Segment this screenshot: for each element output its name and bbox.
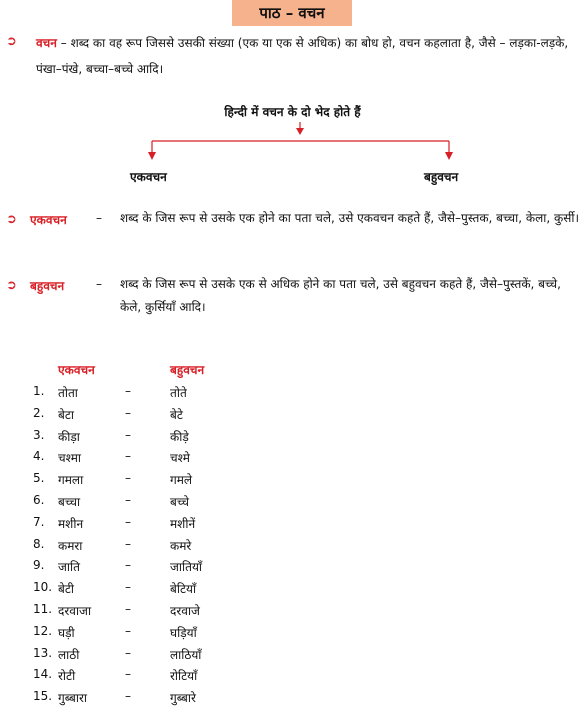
row-number: 11.: [33, 602, 53, 616]
row-number: 2.: [33, 405, 45, 420]
row-number: 7.: [33, 514, 45, 529]
definition-text-singular: शब्द के जिस रूप से उसके एक होने का पता चले, उसे एकवचन कहते हैं, जैसे–पुस्तक, बच्चा, केला, कुर्सी।: [120, 211, 579, 225]
row-dash: –: [125, 405, 131, 420]
column-header-plural: बहुवचन: [170, 363, 205, 377]
definition-term-singular: एकवचन: [30, 213, 67, 227]
plural-word: मशीनें: [170, 516, 196, 531]
plural-word: कमरे: [170, 538, 192, 553]
singular-word: चश्मा: [58, 451, 82, 466]
definition-text-plural: शब्द के जिस रूप से उसके एक से अधिक होने का पता चले, उसे बहुवचन कहते हैं, जैसे–पुस्तकें, बच्चे, केले, कुर्सियाँ आदि।: [120, 277, 561, 314]
intro-term: वचन: [36, 36, 57, 50]
row-dash: –: [125, 471, 131, 486]
singular-word: बेटी: [58, 582, 75, 597]
plural-word: गुब्बारे: [170, 691, 196, 706]
row-dash: –: [125, 384, 131, 398]
table-row: [0, 515, 585, 536]
curved-arrow-icon: ➲: [6, 212, 17, 227]
plural-word: कीड़े: [170, 429, 189, 444]
singular-word: लाठी: [58, 647, 80, 662]
plural-word: गमले: [170, 473, 193, 488]
row-dash: –: [125, 580, 131, 595]
table-row: [0, 537, 585, 558]
row-number: 13.: [33, 645, 53, 660]
page-title: पाठ – वचन: [232, 0, 352, 26]
row-number: 9.: [33, 558, 45, 573]
row-number: 10.: [33, 580, 53, 595]
plural-word: बेटे: [170, 407, 183, 422]
table-row: [0, 384, 585, 405]
singular-word: बच्चा: [58, 495, 81, 509]
plural-word: जातियाँ: [170, 560, 203, 575]
plural-word: तोते: [170, 386, 187, 400]
singular-word: रोटी: [58, 669, 76, 684]
table-row: [0, 667, 585, 688]
row-number: 8.: [33, 536, 45, 551]
row-dash: –: [125, 493, 131, 507]
row-dash: –: [125, 449, 131, 464]
row-number: 12.: [33, 623, 53, 638]
singular-word: जाति: [58, 560, 80, 575]
plural-word: लाठियाँ: [170, 647, 202, 662]
diagram-heading: हिन्दी में वचन के दो भेद होते हैं: [224, 105, 361, 119]
row-number: 3.: [33, 427, 45, 442]
singular-word: तोता: [58, 386, 78, 400]
singular-word: कमरा: [58, 538, 83, 553]
table-row: [0, 624, 585, 645]
row-number: 1.: [33, 384, 45, 398]
definition-dash: –: [96, 211, 102, 225]
definition-term-plural: बहुवचन: [30, 279, 65, 293]
row-number: 6.: [33, 493, 45, 507]
singular-word: घड़ी: [58, 625, 75, 640]
singular-word: गुब्बारा: [58, 691, 87, 706]
table-row: [0, 558, 585, 579]
singular-word: बेटा: [58, 407, 75, 422]
singular-word: कीड़ा: [58, 429, 80, 444]
diagram-right-label: बहुवचन: [424, 170, 459, 184]
row-dash: –: [125, 623, 131, 638]
table-row: [0, 471, 585, 492]
row-number: 4.: [33, 449, 45, 464]
row-dash: –: [125, 689, 131, 704]
row-number: 5.: [33, 471, 45, 486]
row-dash: –: [125, 667, 131, 682]
plural-word: बेटियाँ: [170, 582, 197, 597]
row-dash: –: [125, 558, 131, 573]
diagram-left-label: एकवचन: [130, 170, 167, 184]
table-row: [0, 689, 585, 710]
plural-word: दरवाजे: [170, 604, 200, 618]
table-row: [0, 449, 585, 470]
row-number: 14.: [33, 667, 53, 682]
table-row: [0, 493, 585, 514]
row-number: 15.: [33, 689, 53, 704]
plural-word: बच्चे: [170, 495, 189, 509]
table-row: [0, 580, 585, 601]
intro-text: – शब्द का वह रूप जिससे उसकी संख्या (एक या एक से अधिक) का बोध हो, वचन कहलाता है, जैसे – लड़का-लड़के, पंखा–पंखे, बच्चा–बच्चे आदि।: [36, 36, 569, 76]
table-row: [0, 428, 585, 449]
definition-dash: –: [96, 277, 102, 291]
table-row: [0, 406, 585, 427]
table-row: [0, 602, 585, 623]
singular-word: गमला: [58, 473, 84, 488]
plural-word: घड़ियाँ: [170, 625, 197, 640]
plural-word: चश्मे: [170, 451, 190, 466]
singular-word: मशीन: [58, 516, 84, 531]
curved-arrow-icon: ➲: [6, 278, 17, 293]
row-dash: –: [125, 514, 131, 529]
row-dash: –: [125, 536, 131, 551]
table-row: [0, 646, 585, 667]
row-dash: –: [125, 427, 131, 442]
row-dash: –: [125, 602, 131, 616]
plural-word: रोटियाँ: [170, 669, 198, 684]
curved-arrow-icon: ➲: [6, 34, 17, 49]
row-dash: –: [125, 645, 131, 660]
singular-word: दरवाजा: [58, 604, 92, 618]
column-header-singular: एकवचन: [58, 363, 95, 377]
